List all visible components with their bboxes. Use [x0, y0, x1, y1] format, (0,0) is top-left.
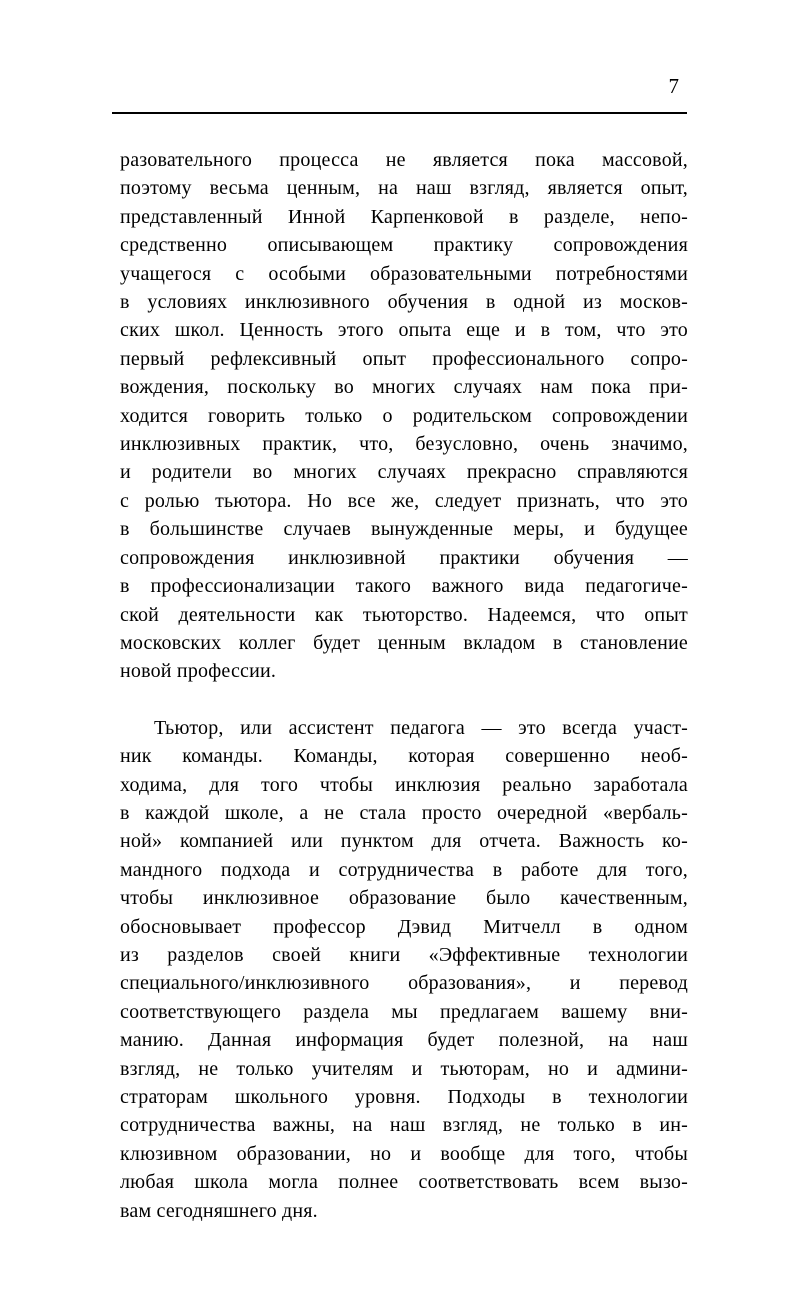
text-line: в большинстве случаев вынужденные меры, и будущее: [120, 518, 688, 541]
text-line: и родители во многих случаях прекрасно справляются: [120, 461, 688, 484]
text-line: представленный Инной Карпенковой в разделе, непо-: [120, 205, 688, 228]
text-line: ходится говорить только о родительском сопровождении: [120, 404, 688, 427]
text-line: Тьютор, или ассистент педагога — это всегда участ-: [154, 716, 688, 739]
paragraph: [120, 146, 688, 686]
text-line: новой профессии.: [120, 660, 277, 683]
page-number: 7: [668, 74, 679, 98]
text-line: московских коллег будет ценным вкладом в становление: [120, 631, 688, 654]
text-line: клюзивном образовании, но и вообще для того, чтобы: [120, 1142, 688, 1165]
text-line: взгляд, не только учителям и тьюторам, но и админи-: [120, 1057, 688, 1080]
text-line: в профессионализации такого важного вида педагогиче-: [120, 575, 688, 598]
text-line: разовательного процесса не является пока массовой,: [120, 149, 688, 171]
text-line: мандного подхода и сотрудничества в работе для того,: [120, 858, 688, 881]
text-line: ходима, для того чтобы инклюзия реально заработала: [120, 773, 688, 796]
text-line: манию. Данная информация будет полезной, на наш: [120, 1029, 688, 1052]
text-line: вождения, поскольку во многих случаях нам пока при-: [120, 376, 688, 399]
text-line: с ролью тьютора. Но все же, следует признать, что это: [120, 489, 688, 512]
text-line: страторам школьного уровня. Подходы в технологии: [120, 1086, 688, 1108]
text-line: инклюзивных практик, что, безусловно, очень значимо,: [120, 433, 688, 456]
text-line: соответствующего раздела мы предлагаем вашему вни-: [120, 1000, 688, 1023]
page-text-block: [120, 146, 688, 1225]
text-line: ной» компанией или пунктом для отчета. Важность ко-: [120, 830, 688, 853]
text-line: средственно описывающем практику сопровождения: [120, 234, 688, 257]
text-line: в условиях инклюзивного обучения в одной из москов-: [120, 291, 688, 314]
text-line: из разделов своей книги «Эффективные технологии: [120, 943, 688, 966]
text-line: учащегося с особыми образовательными потребностями: [120, 262, 688, 285]
paragraph: [120, 714, 688, 1225]
text-line: ник команды. Команды, которая совершенно необ-: [120, 745, 688, 768]
text-line: поэтому весьма ценным, на наш взгляд, является опыт,: [120, 177, 688, 200]
header-rule: [112, 112, 687, 114]
text-line: вам сегодняшнего дня.: [120, 1199, 318, 1222]
text-line: ской деятельности как тьюторство. Надеемся, что опыт: [120, 603, 688, 626]
text-line: в каждой школе, а не стала просто очередной «вербаль-: [120, 801, 688, 824]
text-line: сопровождения инклюзивной практики обучения —: [120, 546, 688, 569]
text-line: специального/инклюзивного образования», и перевод: [120, 972, 688, 995]
text-line: ских школ. Ценность этого опыта еще и в том, что это: [120, 319, 688, 342]
text-line: любая школа могла полнее соответствовать всем вызо-: [120, 1171, 688, 1194]
text-line: сотрудничества важны, на наш взгляд, не только в ин-: [120, 1114, 688, 1137]
text-line: первый рефлексивный опыт профессионального сопро-: [120, 347, 688, 370]
text-line: чтобы инклюзивное образование было качественным,: [120, 887, 688, 910]
text-line: обосновывает профессор Дэвид Митчелл в одном: [120, 915, 688, 938]
